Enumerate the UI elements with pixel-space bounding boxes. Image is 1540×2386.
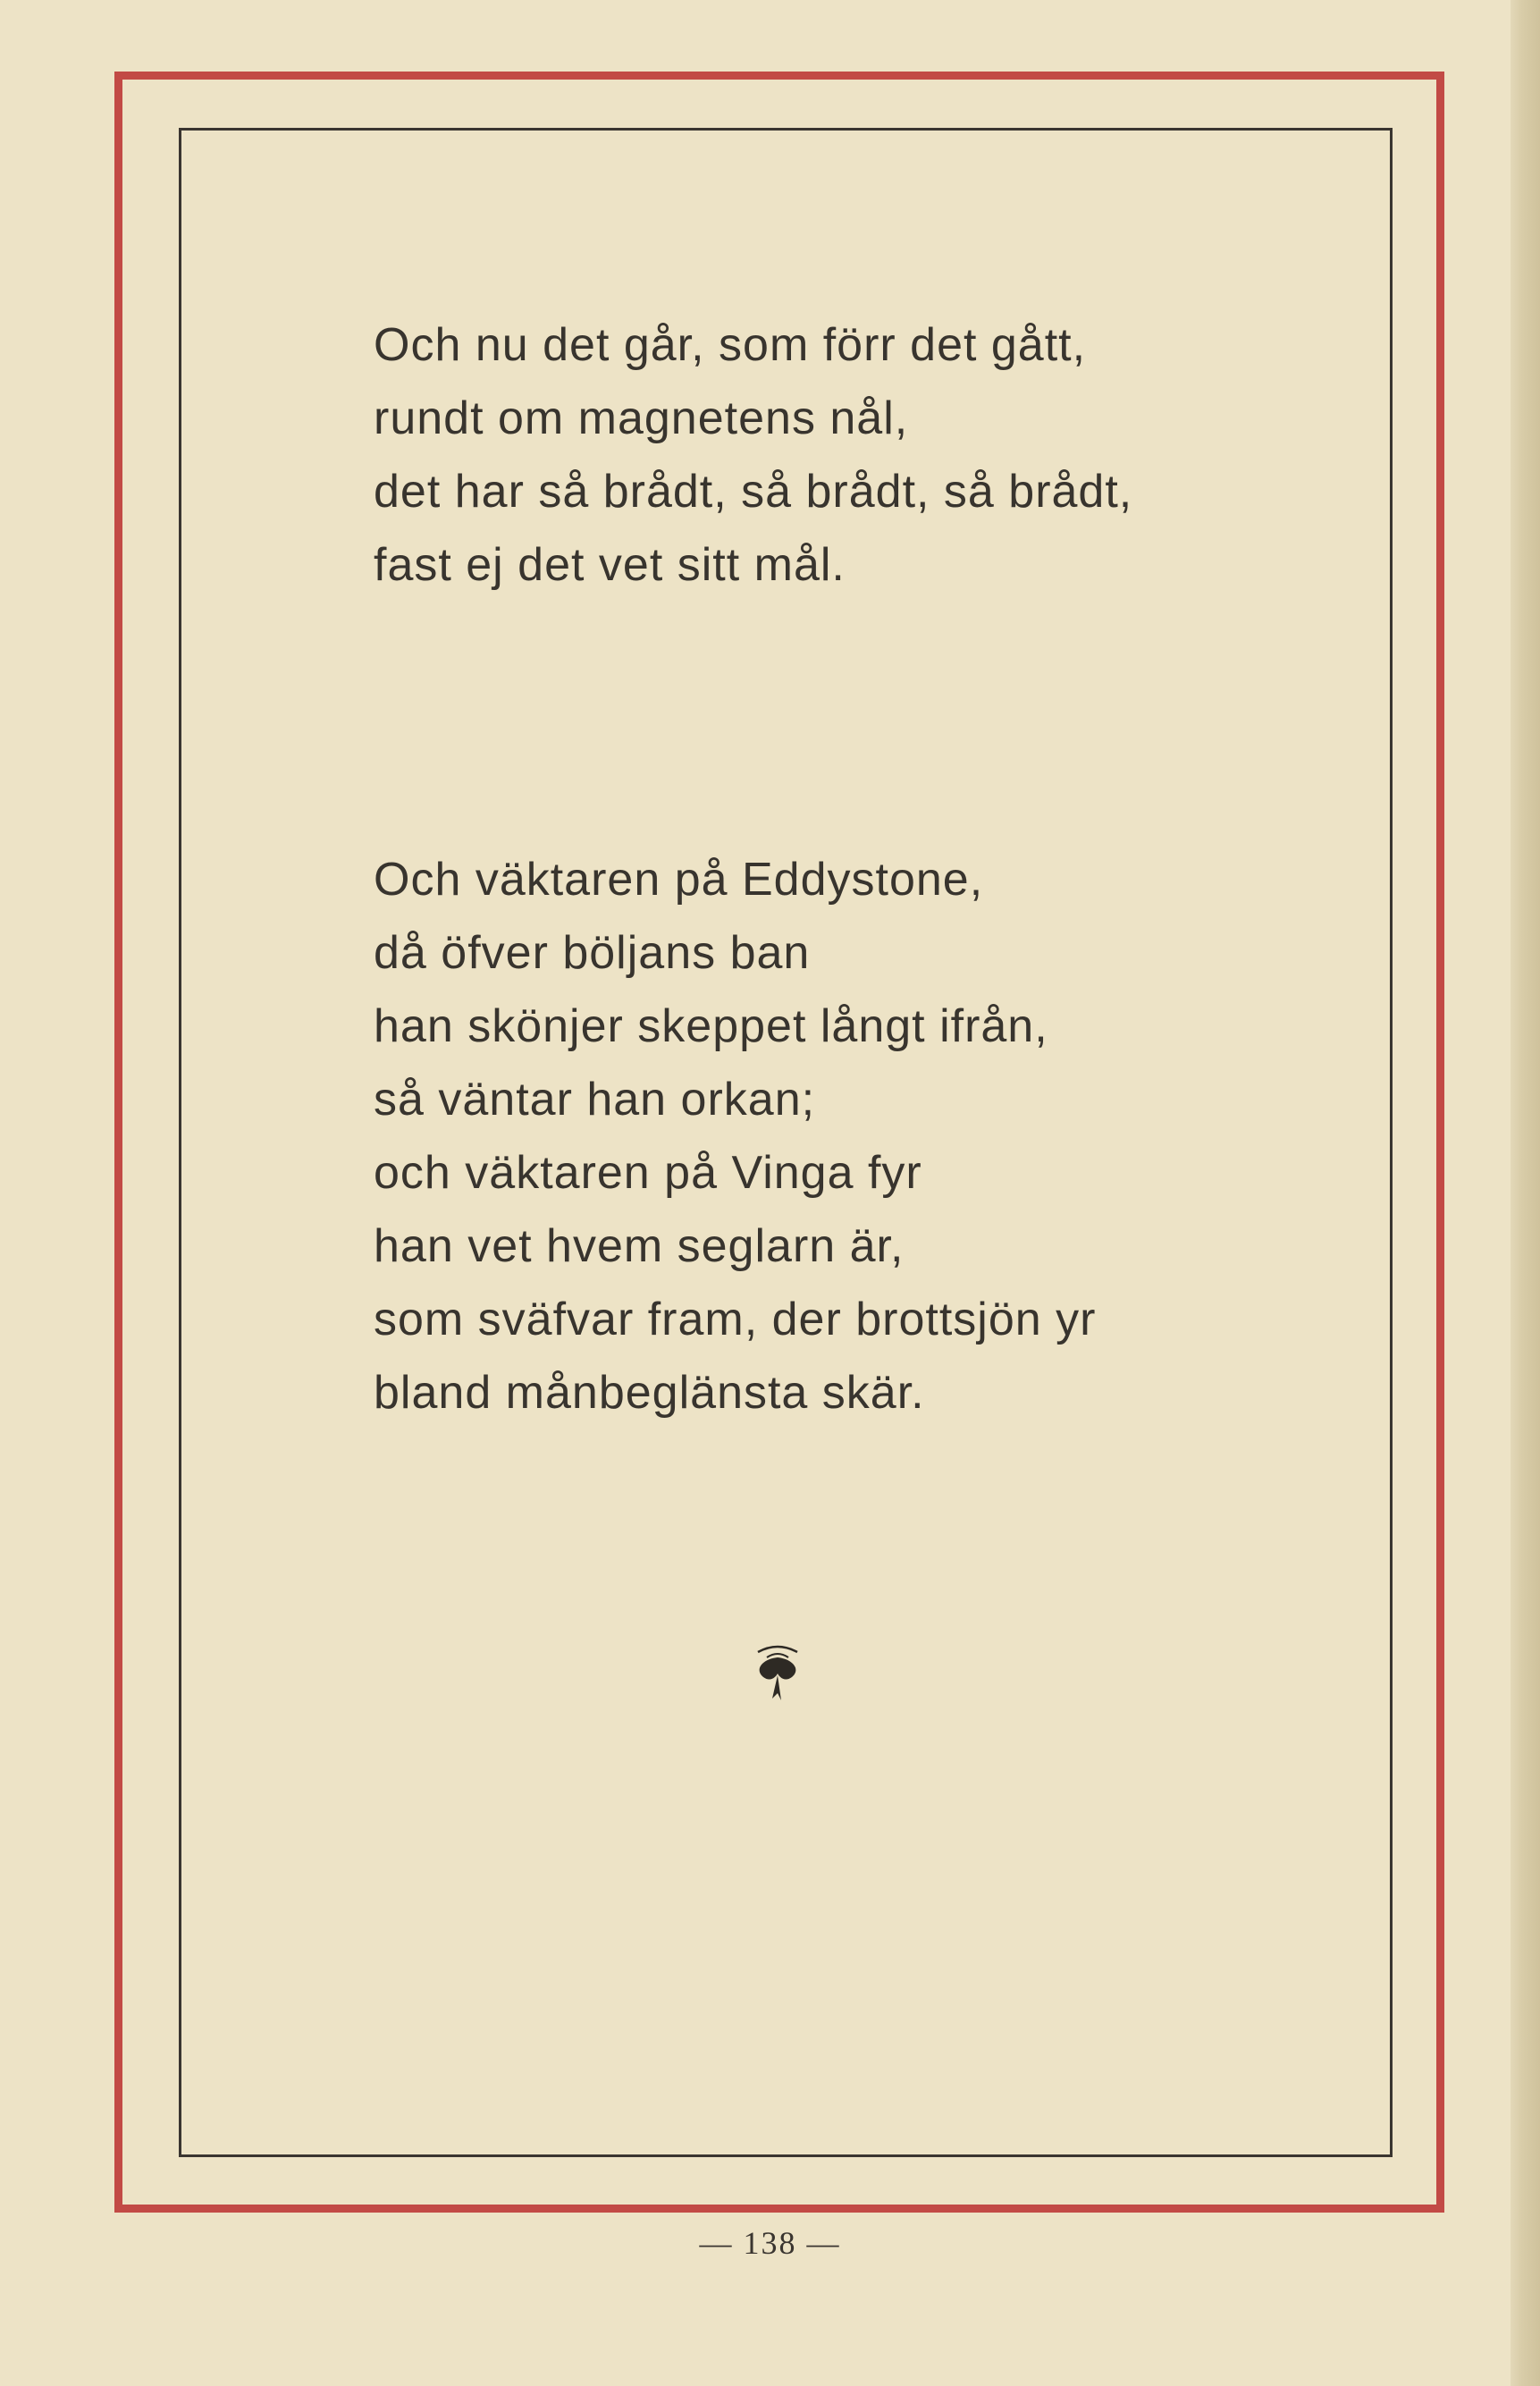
page-number: — 138 — [699, 2225, 841, 2261]
poem-line: fast ej det vet sitt mål. [374, 539, 846, 591]
stanza-2 [374, 843, 1321, 1429]
poem-line: och väktaren på Vinga fyr [374, 1147, 922, 1199]
poem-line: det har så brådt, så brådt, så brådt, [374, 466, 1133, 518]
stanza-1 [374, 308, 1321, 602]
poem-line: då öfver böljans ban [374, 927, 811, 979]
poem-line: bland månbeglänsta skär. [374, 1367, 925, 1419]
poem-line: han vet hvem seglarn är, [374, 1220, 905, 1272]
poem-line: som sväfvar fram, der brottsjön yr [374, 1294, 1097, 1345]
poem-line: rundt om magnetens nål, [374, 392, 909, 444]
poem-line: Och nu det går, som förr det gått, [374, 319, 1087, 371]
fleuron-icon [751, 1643, 804, 1706]
poem-line: Och väktaren på Eddystone, [374, 854, 984, 906]
page-edge [1511, 0, 1540, 2386]
poem-line: han skönjer skeppet långt ifrån, [374, 1000, 1048, 1052]
poem-line: så väntar han orkan; [374, 1074, 816, 1126]
poem [374, 308, 1321, 1429]
